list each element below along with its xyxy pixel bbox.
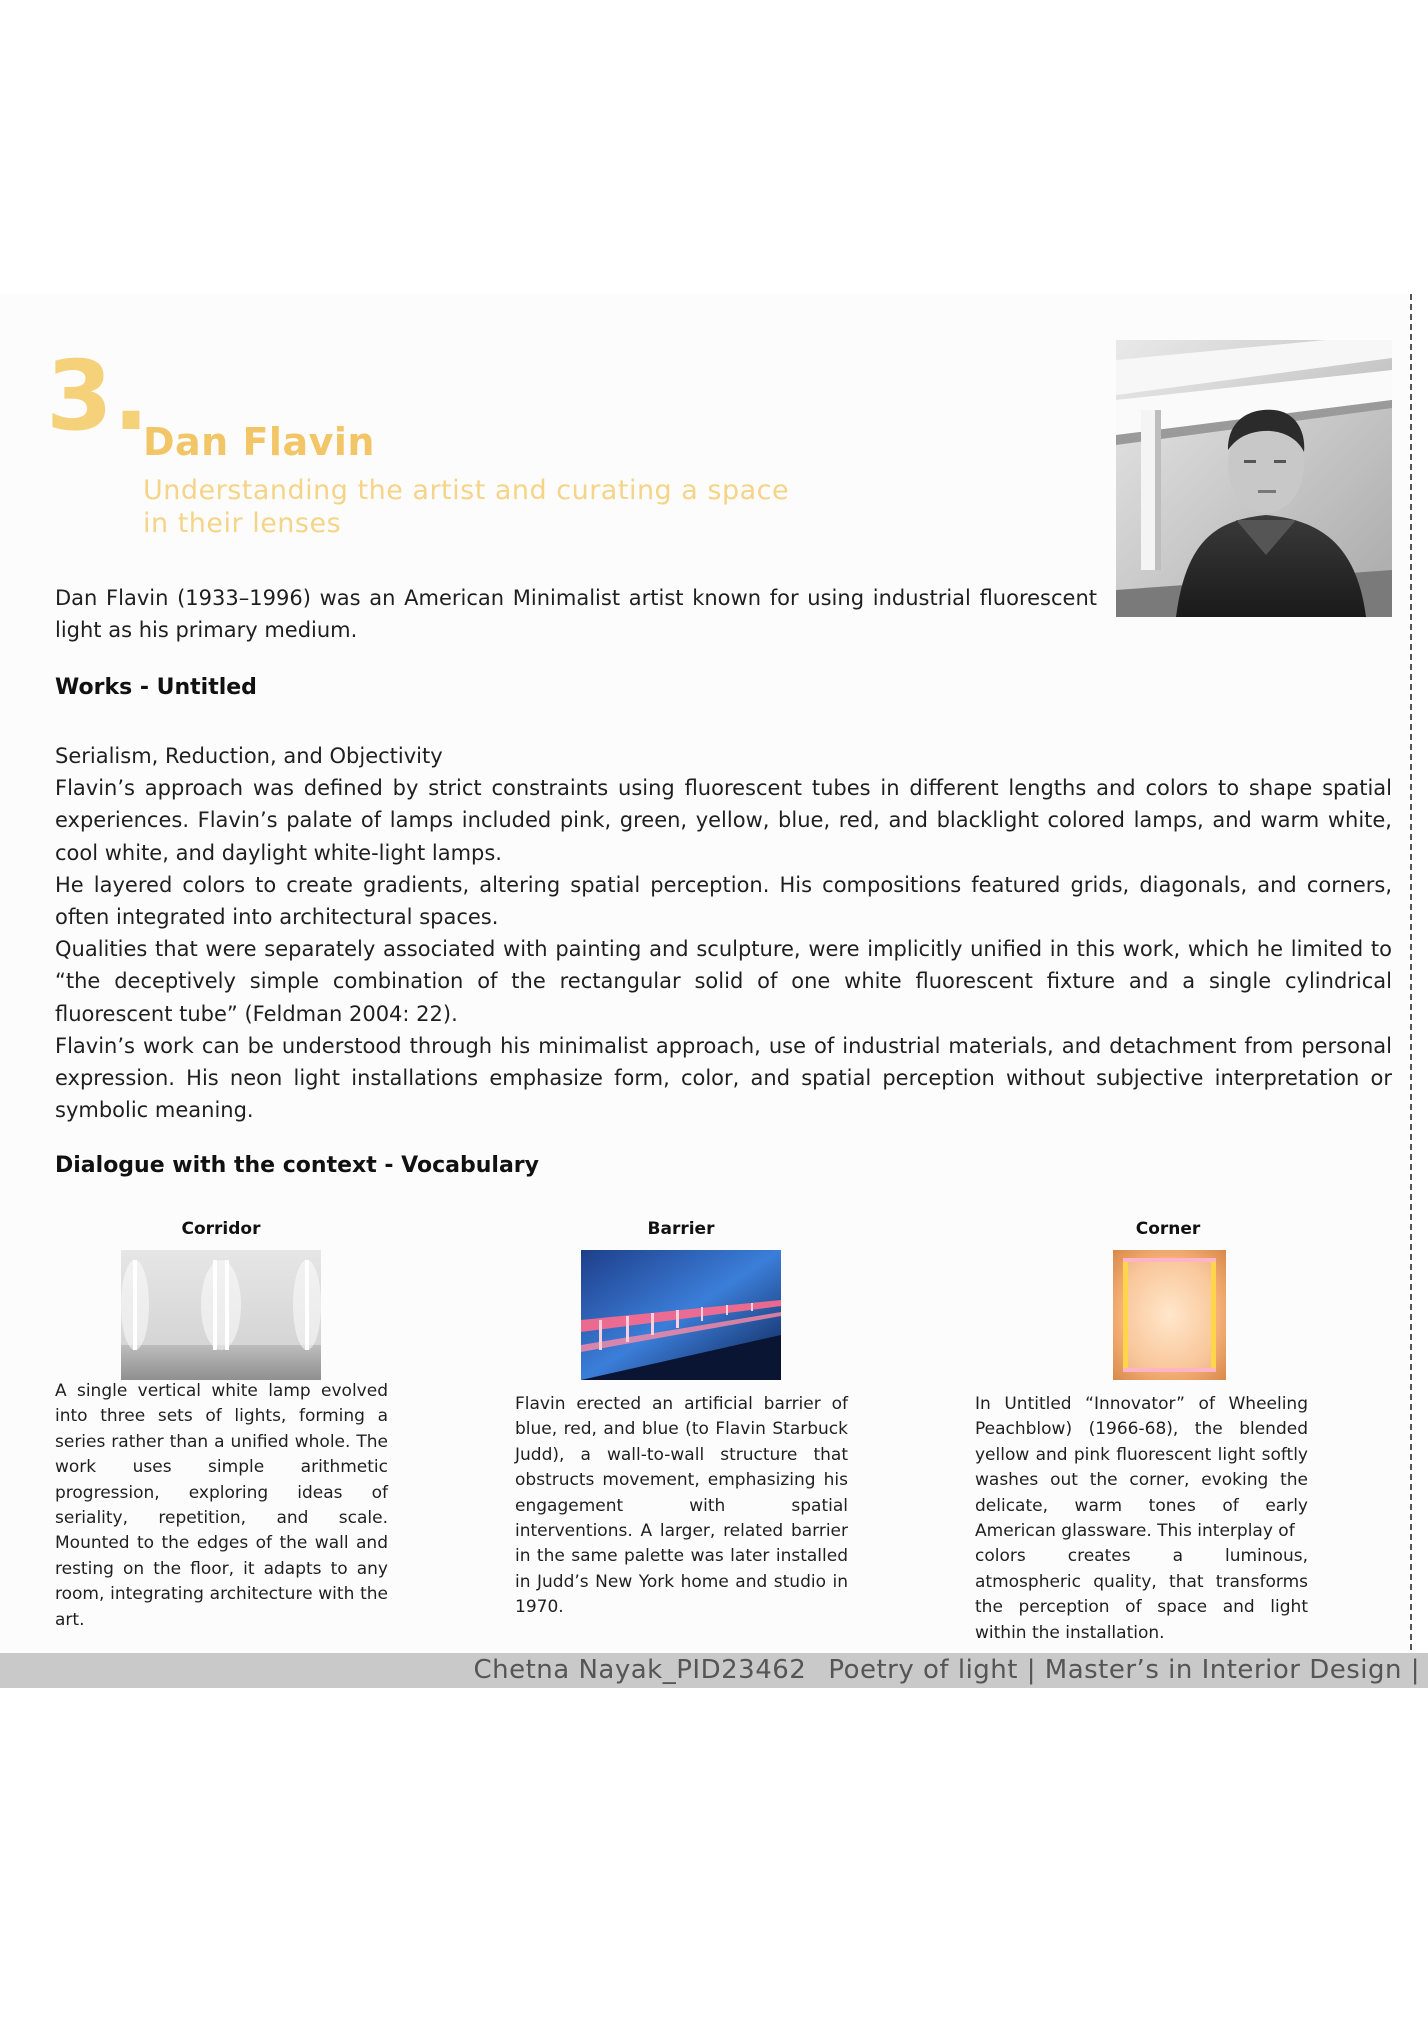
corner-description-part: colors creates a luminous, atmospheric quality, that transforms the perception of space and light within the installation.: [975, 1546, 1308, 1643]
barrier-description: Flavin erected an artificial barrier of blue, red, and blue (to Flavin Starbuck Judd), a wall-to-wall structure that obstructs movement, emphasizing his engagement with spatial interventions. A larger, related barrier in the same palette was later installed in Judd’s New York home and studio in 1970.: [515, 1394, 848, 1618]
dashed-margin-rule: [1410, 294, 1412, 1650]
corner-description: [975, 1392, 1308, 1646]
works-subtitle: Serialism, Reduction, and Objectivity: [55, 744, 443, 768]
subtitle-line-1: Understanding the artist and curating a space: [143, 475, 790, 506]
works-paragraph: Flavin’s work can be understood through his minimalist approach, use of industrial materials, and detachment from personal expression. His neon light installations emphasize form, color, and spatial perception without subjective interpretation or symbolic meaning.: [55, 1033, 1392, 1123]
barrier-artwork-image: [581, 1250, 781, 1380]
corner-artwork-image: [1113, 1250, 1226, 1380]
subtitle-line-2: in their lenses: [143, 508, 342, 539]
footer-project: Poetry of light | Master’s in Interior Design |: [828, 1655, 1420, 1685]
works-body: [55, 740, 1392, 1126]
dialogue-heading: Dialogue with the context - Vocabulary: [55, 1153, 539, 1178]
corridor-artwork-image: [121, 1250, 321, 1380]
page-title: Dan Flavin: [143, 420, 375, 464]
footer-author: Chetna Nayak_PID23462: [473, 1655, 807, 1685]
footer-bar: [0, 1653, 1428, 1688]
intro-paragraph: Dan Flavin (1933–1996) was an American Minimalist artist known for using industrial fluorescent light as his primary medium.: [55, 586, 1097, 643]
works-paragraph: He layered colors to create gradients, altering spatial perception. His compositions featured grids, diagonals, and corners, often integrated into architectural spaces.: [55, 872, 1392, 930]
works-heading: Works - Untitled: [55, 675, 257, 700]
corner-description-part: In Untitled “Innovator” of Wheeling Peachblow) (1966-68), the blended yellow and pink fluorescent light softly washes out the corner, evoking the delicate, warm tones of early American glassware. This interplay of: [975, 1394, 1308, 1542]
works-paragraph: Flavin’s approach was defined by strict constraints using fluorescent tubes in different lengths and colors to shape spatial experiences. Flavin’s palate of lamps included pink, green, yellow, blue, red, and blacklight colored lamps, and warm white, cool white, and daylight white-light lamps.: [55, 776, 1392, 865]
footer-text: [451, 1653, 1420, 1688]
works-paragraph: Qualities that were separately associated with painting and sculpture, were implicitly unified in this work, which he limited to “the deceptively simple combination of the rectangular solid of one white fluorescent fixture and a single cylindrical fluorescent tube” (Feldman 2004: 22).: [55, 937, 1392, 1026]
page-subtitle: [143, 474, 843, 540]
barrier-title: Barrier: [647, 1219, 715, 1239]
artist-portrait-photo: [1116, 340, 1392, 617]
corridor-description: A single vertical white lamp evolved into three sets of lights, forming a series rather than a unified whole. The work uses simple arithmetic progression, exploring ideas of seriality, repetition, and scale. Mounted to the edges of the wall and resting on the floor, it adapts to any room, integrating architecture with the art.: [55, 1381, 388, 1630]
corner-title: Corner: [1135, 1219, 1201, 1239]
section-number: 3.: [46, 340, 150, 452]
corridor-title: Corridor: [181, 1219, 261, 1239]
